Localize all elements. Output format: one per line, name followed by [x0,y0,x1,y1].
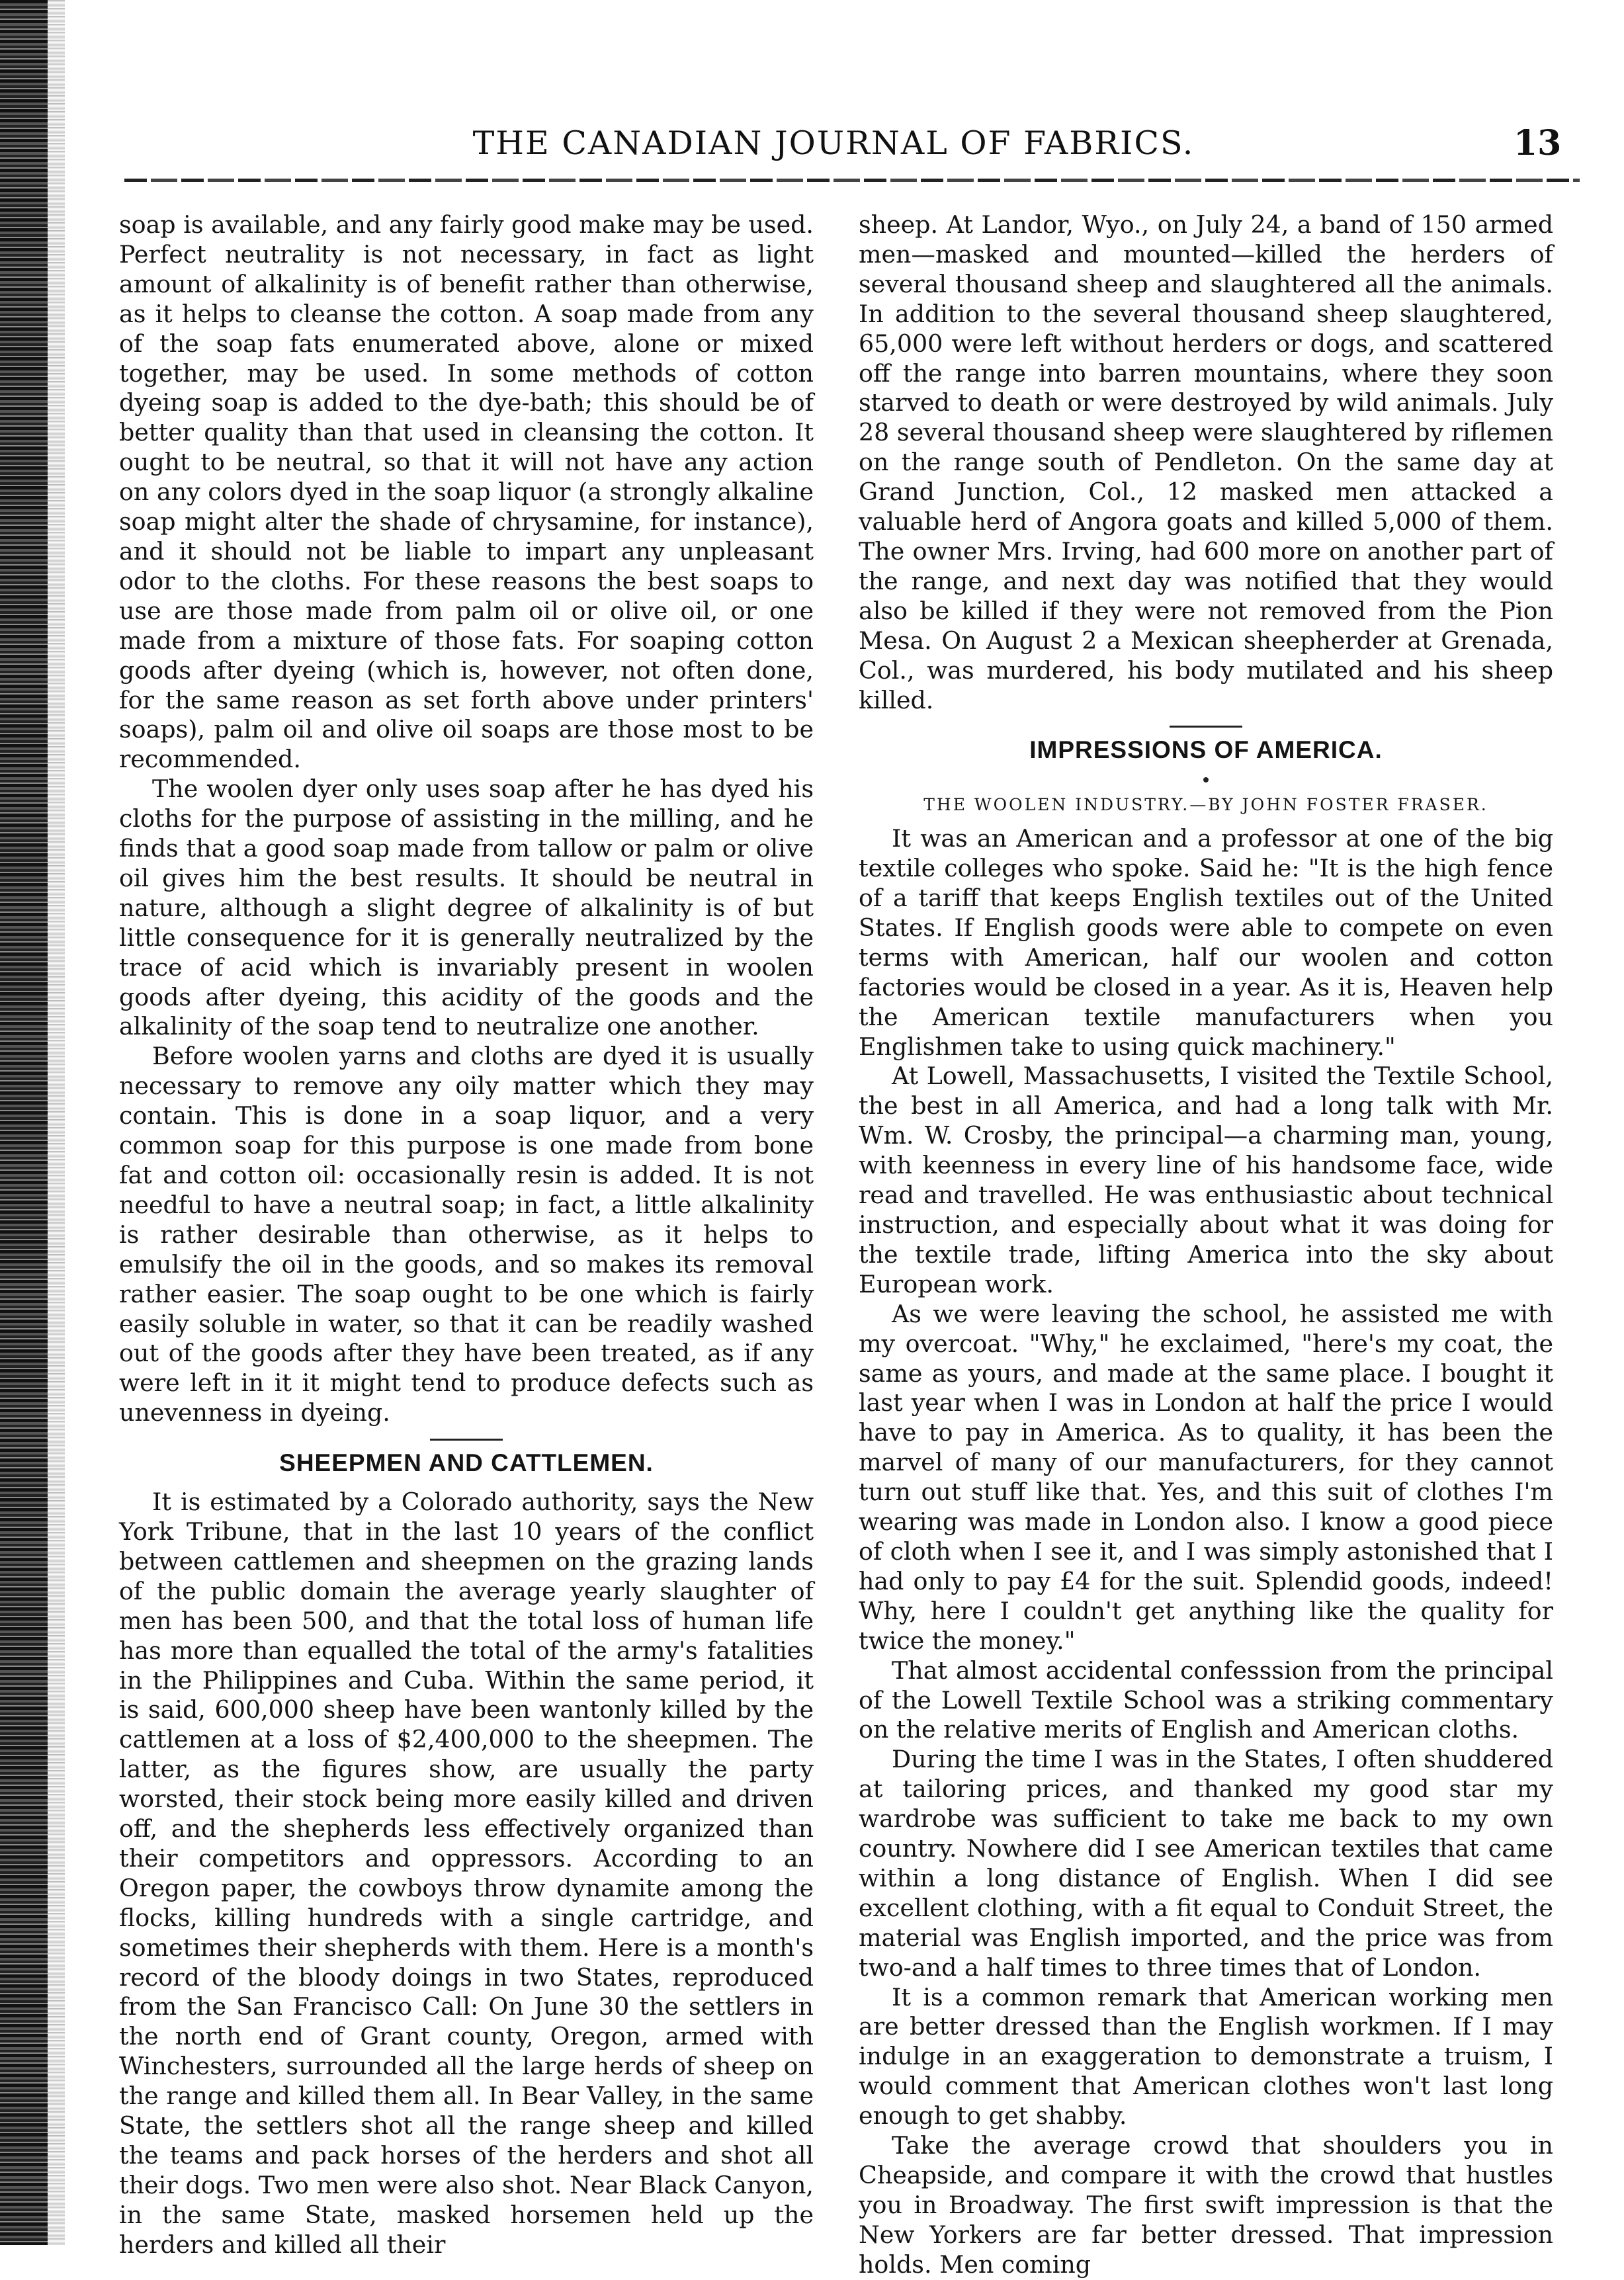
paragraph: Before woolen yarns and cloths are dyed it is usually necessary to remove any oily matter which they may contain. This is done in a soap liquor, and a very common soap for this purpose is one made from bone fat and cotton oil: occasionally resin is added. It is not needful to have a neutral soap; in fact, a little alkalinity is rather desirable than otherwise, as it helps to emulsify the oil in the goods, and so makes its removal rather easier. The soap ought to be one which is fairly easily soluble in water, so that it can be readily washed out of the goods after they have been treated, as if any were left in it it might tend to produce defects such as unevenness in dyeing. [119,1042,814,1427]
paragraph: Take the average crowd that shoulders you in Cheapside, and compare it with the crowd that hustles you in Broadway. The first swift impression is that the New Yorkers are far better dressed. That impression holds. Men coming [859,2131,1553,2279]
paragraph: soap is available, and any fairly good make may be used. Perfect neutrality is not necessary, in fact as light amount of alkalinity is of benefit rather than otherwise, as it helps to cleanse the cotton. A soap made from any of the soap fats enumerated above, alone or mixed together, may be used. In some methods of cotton dyeing soap is added to the dye-bath; this should be of better quality than that used in cleansing the cotton. It ought to be neutral, so that it will not have any action on any colors dyed in the soap liquor (a strongly alkaline soap might alter the shade of chrysamine, for instance), and it should not be liable to impart any unpleasant odor to the cloths. For these reasons the best soaps to use are those made from palm oil or olive oil, or one made from a mixture of those fats. For soaping cotton goods after dyeing (which is, however, not often done, for the same reason as set forth above under printers' soaps), palm oil and olive oil soaps are those most to be recommended. [119,210,814,774]
header-rule [124,179,1580,182]
page-number: 13 [1514,123,1562,163]
right-column [859,210,1553,2280]
paragraph: It is estimated by a Colorado authority, says the New York Tribune, that in the last 10 years of the conflict between cattlemen and sheepmen on the grazing lands of the public domain the average yearly slaughter of men has been 500, and that the total loss of human life has more than equalled the total of the army's fatalities in the Philippines and Cuba. Within the same period, it is said, 600,000 sheep have been wantonly killed by the cattlemen at a loss of $2,400,000 to the sheepmen. The latter, as the figures show, are usually the party worsted, their stock being more easily killed and driven off, and the shepherds less effectively organized than their competitors and oppressors. According to an Oregon paper, the cowboys throw dynamite among the flocks, killing hundreds with a single cartridge, and sometimes their shepherds with them. Here is a month's record of the bloody doings in two States, reproduced from the San Francisco Call: On June 30 the settlers in the north end of Grant county, Oregon, armed with Winchesters, surrounded all the large herds of sheep on the range and killed them all. In Bear Valley, in the same State, the settlers shot all the range sheep and killed the teams and pack horses of the herders and shot all their dogs. Two men were also shot. Near Black Canyon, in the same State, masked horsemen held up the herders and killed all their [119,1488,814,2259]
binding-shadow [48,0,65,2245]
section-divider [1170,726,1242,728]
section-divider [430,1439,503,1441]
paragraph: It was an American and a professor at one of the big textile colleges who spoke. Said he: "It is the high fence of a tariff that keeps English textiles out of the United States. If English goods were able to compete on even terms with American, half our woolen and cotton factories would be closed in a year. As it is, Heaven help the American textile manufacturers when you Englishmen take to using quick machinery." [859,824,1553,1061]
section-heading-impressions: IMPRESSIONS OF AMERICA. [1029,736,1383,764]
paragraph: It is a common remark that American working men are better dressed than the English workmen. If I may indulge in an exaggeration to demonstrate a truism, I would comment that American clothes won't last long enough to get shabby. [859,1982,1553,2131]
left-column [119,210,814,2260]
paragraph: During the time I was in the States, I often shuddered at tailoring prices, and thanked my good star my wardrobe was sufficient to take me back to my own country. Nowhere did I see American textiles that came within a long distance of English. When I did see excellent clothing, with a fit equal to Conduit Street, the material was English imported, and the price was from two-and a half times to three times that of London. [859,1745,1553,1982]
paragraph: That almost accidental confesssion from the principal of the Lowell Textile School was a striking commentary on the relative merits of English and American cloths. [859,1656,1553,1744]
byline-ornament [1203,777,1209,782]
journal-title: THE CANADIAN JOURNAL OF FABRICS. [472,124,1195,162]
paragraph: sheep. At Landor, Wyo., on July 24, a band of 150 armed men—masked and mounted—killed the herders of several thousand sheep and slaughtered all the animals. In addition to the several thousand sheep slaughtered, 65,000 were left without herders or dogs, and scattered off the range into barren mountains, where they soon starved to death or were destroyed by wild animals. July 28 several thousand sheep were slaughtered by riflemen on the range south of Pendleton. On the same day at Grand Junction, Col., 12 masked men attacked a valuable herd of Angora goats and killed 5,000 of them. The owner Mrs. Irving, had 600 more on another part of the range, and next day was notified that they would also be killed if they were not removed from the Pion Mesa. On August 2 a Mexican sheepherder at Grenada, Col., was murdered, his body mutilated and his sheep killed. [859,210,1553,714]
section-heading-sheepmen: SHEEPMEN AND CATTLEMEN. [279,1449,654,1477]
paragraph: At Lowell, Massachusetts, I visited the Textile School, the best in all America, and had a long talk with Mr. Wm. W. Crosby, the principal—a charming man, young, with keenness in every line of his handsome face, wide read and travelled. He was enthusiastic about technical instruction, and especially about what it was doing for the textile trade, lifting America into the sky about European work. [859,1062,1553,1298]
binding-edge [0,0,48,2245]
article-byline: THE WOOLEN INDUSTRY.—BY JOHN FOSTER FRASER. [923,795,1488,815]
paragraph: As we were leaving the school, he assisted me with my overcoat. "Why," he exclaimed, "here's my coat, the same as yours, and made at the same place. I bought it last year when I was in London at half the price I would have to pay in America. As to quality, it has been the marvel of many of our manufacturers, for they cannot turn out stuff like that. Yes, and this suit of clothes I'm wearing was made in London also. I know a good piece of cloth when I see it, and I was simply astonished that I had only to pay £4 for the suit. Splendid goods, indeed! Why, here I couldn't get anything like the quality for twice the money." [859,1299,1553,1655]
paragraph: The woolen dyer only uses soap after he has dyed his cloths for the purpose of assisting in the milling, and he finds that a good soap made from tallow or palm or olive oil gives him the best results. It should be neutral in nature, although a slight degree of alkalinity is of but little consequence for it is generally neutralized by the trace of acid which is invariably present in woolen goods after dyeing, this acidity of the goods and the alkalinity of the soap tend to neutralize one another. [119,775,814,1041]
